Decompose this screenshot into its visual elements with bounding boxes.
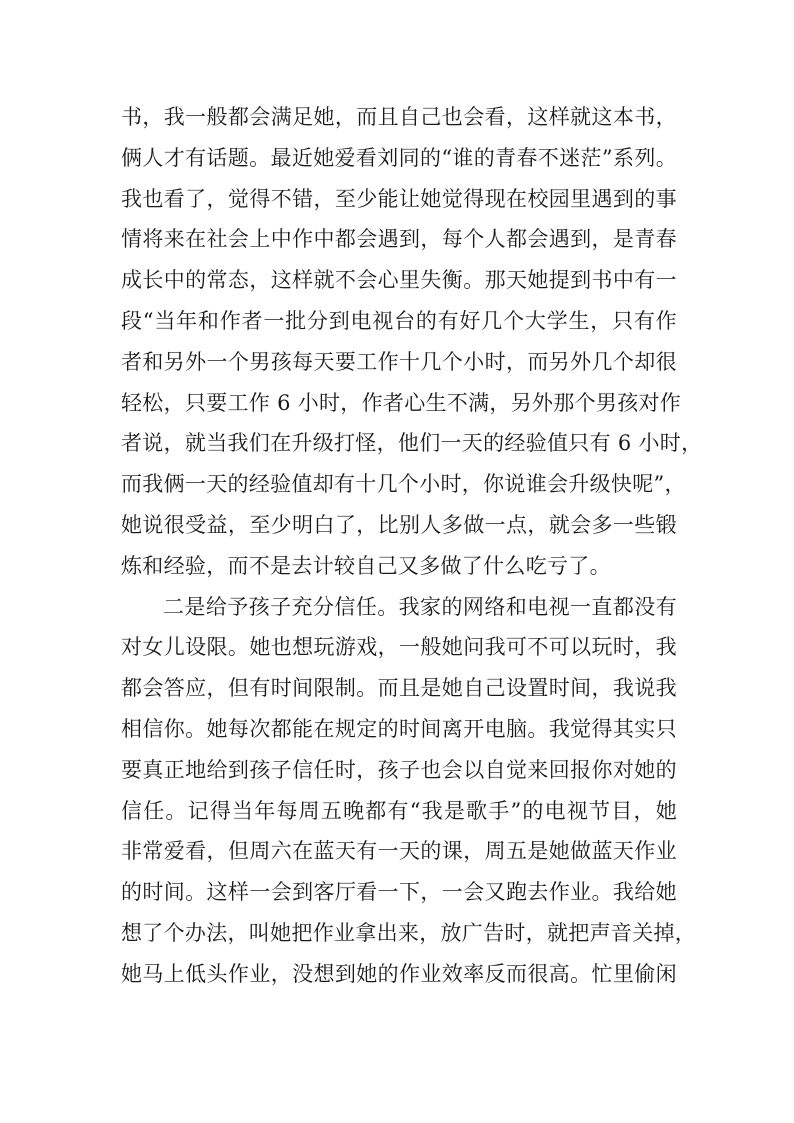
text-line: 轻松，只要工作 6 小时，作者心生不满，另外那个男孩对作 [121,390,682,415]
text-line: 她说很受益，至少明白了，比别人多做一点，就会多一些锻 [121,512,677,537]
text-line: 相信你。她每次都能在规定的时间离开电脑。我觉得其实只 [121,716,677,741]
text-line: 成长中的常态，这样就不会心里失衡。那天她提到书中有一 [121,268,677,293]
text-line: 信任。记得当年每周五晚都有“我是歌手”的电视节目，她 [121,798,677,823]
text-line: 要真正地给到孩子信任时，孩子也会以自觉来回报你对她的 [121,757,677,782]
text-line: 想了个办法，叫她把作业拿出来，放广告时，就把声音关掉， [121,920,697,945]
text-line: 者说，就当我们在升级打怪，他们一天的经验值只有 6 小时， [121,431,703,456]
text-line: 我也看了，觉得不错，至少能让她觉得现在校园里遇到的事 [121,186,677,211]
text-line: 的时间。这样一会到客厅看一下，一会又跑去作业。我给她 [121,880,677,905]
text-line: 非常爱看，但周六在蓝天有一天的课，周五是她做蓝天作业 [121,839,677,864]
text-line: 书，我一般都会满足她，而且自己也会看，这样就这本书， [121,105,677,129]
text-line: 而我俩一天的经验值却有十几个小时，你说谁会升级快呢”， [121,472,686,497]
text-line: 段“当年和作者一批分到电视台的有好几个大学生，只有作 [121,308,677,333]
text-line: 对女儿设限。她也想玩游戏，一般她问我可不可以玩时，我 [121,635,677,660]
body-text [121,97,703,995]
text-line: 俩人才有话题。最近她爱看刘同的“谁的青春不迷茫”系列。 [121,145,677,170]
text-line: 她马上低头作业，没想到她的作业效率反而很高。忙里偷闲 [121,961,677,986]
text-line: 者和另外一个男孩每天要工作十几个小时，而另外几个却很 [121,349,677,374]
paragraph-start-line: 二是给予孩子充分信任。我家的网络和电视一直都没有 [163,594,677,619]
text-line: 情将来在社会上中作中都会遇到，每个人都会遇到，是青春 [121,227,677,252]
text-line: 都会答应，但有时间限制。而且是她自己设置时间，我说我 [121,676,677,701]
paragraph-end-line: 炼和经验，而不是去计较自己又多做了什么吃亏了。 [121,553,611,578]
